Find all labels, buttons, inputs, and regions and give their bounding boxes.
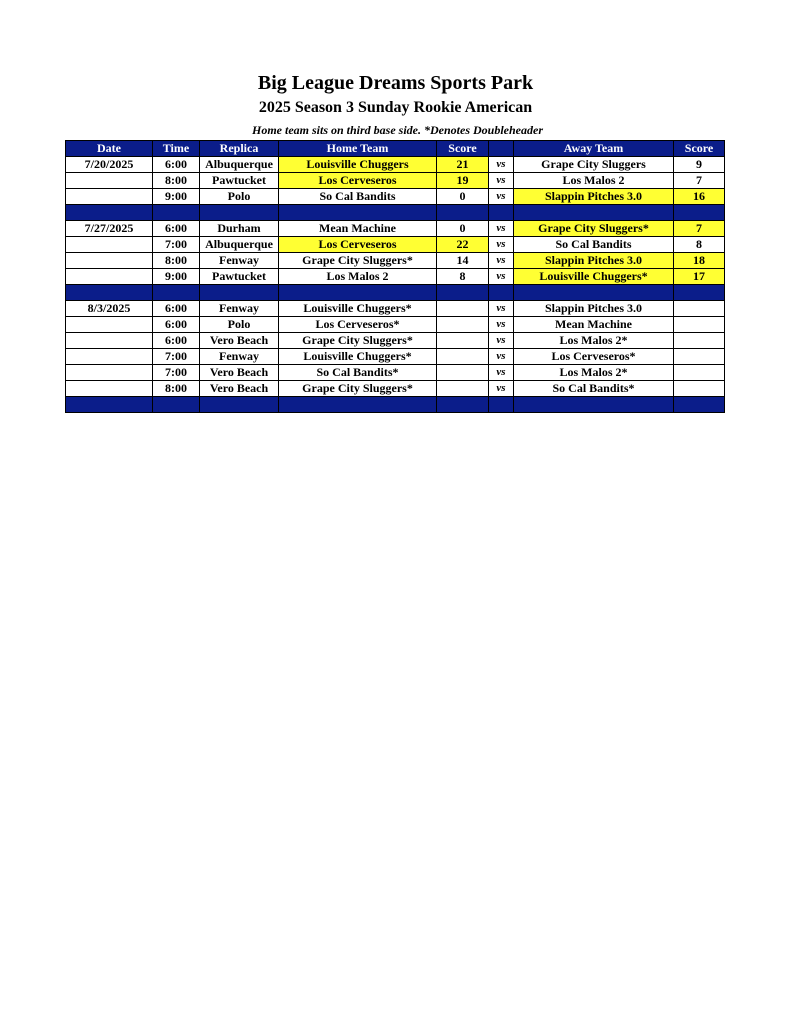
date-cell	[66, 253, 153, 269]
replica-cell: Fenway	[200, 253, 279, 269]
week-separator-row	[66, 285, 725, 301]
away-score-cell	[674, 301, 725, 317]
separator-cell	[437, 397, 489, 413]
away-score-cell: 8	[674, 237, 725, 253]
separator-cell	[514, 397, 674, 413]
replica-cell: Pawtucket	[200, 173, 279, 189]
game-row	[66, 365, 725, 381]
home-team-cell: Los Malos 2	[279, 269, 437, 285]
away-team-cell: Grape City Sluggers*	[514, 221, 674, 237]
date-cell	[66, 349, 153, 365]
away-score-cell: 7	[674, 221, 725, 237]
away-team-cell: Los Cerveseros*	[514, 349, 674, 365]
home-team-cell: Grape City Sluggers*	[279, 381, 437, 397]
page-subtitle: 2025 Season 3 Sunday Rookie American	[258, 99, 533, 116]
home-score-header: Score	[437, 141, 489, 157]
game-row	[66, 269, 725, 285]
date-cell	[66, 237, 153, 253]
date-cell: 7/20/2025	[66, 157, 153, 173]
home-team-cell: Los Cerveseros	[279, 237, 437, 253]
time-cell: 6:00	[153, 301, 200, 317]
replica-cell: Polo	[200, 317, 279, 333]
date-cell: 8/3/2025	[66, 301, 153, 317]
replica-header: Replica	[200, 141, 279, 157]
separator-cell	[200, 205, 279, 221]
away-team-cell: Los Malos 2	[514, 173, 674, 189]
separator-cell	[514, 285, 674, 301]
time-cell: 6:00	[153, 157, 200, 173]
away-score-cell: 16	[674, 189, 725, 205]
home-score-cell: 0	[437, 221, 489, 237]
date-cell	[66, 189, 153, 205]
time-cell: 8:00	[153, 173, 200, 189]
away-team-header: Away Team	[514, 141, 674, 157]
vs-cell: vs	[489, 301, 514, 317]
time-cell: 6:00	[153, 333, 200, 349]
separator-cell	[489, 397, 514, 413]
separator-cell	[66, 397, 153, 413]
home-score-cell: 0	[437, 189, 489, 205]
home-score-cell: 21	[437, 157, 489, 173]
away-score-cell	[674, 317, 725, 333]
replica-cell: Fenway	[200, 349, 279, 365]
home-team-cell: Mean Machine	[279, 221, 437, 237]
vs-cell: vs	[489, 189, 514, 205]
replica-cell: Pawtucket	[200, 269, 279, 285]
time-cell: 6:00	[153, 221, 200, 237]
date-cell	[66, 317, 153, 333]
separator-cell	[674, 205, 725, 221]
game-row	[66, 189, 725, 205]
separator-cell	[153, 397, 200, 413]
home-team-cell: Louisville Chuggers*	[279, 349, 437, 365]
separator-cell	[66, 285, 153, 301]
separator-cell	[200, 397, 279, 413]
home-team-cell: Louisville Chuggers*	[279, 301, 437, 317]
date-cell	[66, 333, 153, 349]
separator-cell	[674, 285, 725, 301]
vs-cell: vs	[489, 381, 514, 397]
away-team-cell: Grape City Sluggers	[514, 157, 674, 173]
separator-cell	[489, 205, 514, 221]
replica-cell: Vero Beach	[200, 333, 279, 349]
time-cell: 9:00	[153, 189, 200, 205]
home-team-cell: Los Cerveseros	[279, 173, 437, 189]
vs-header	[489, 141, 514, 157]
replica-cell: Polo	[200, 189, 279, 205]
home-score-cell: 14	[437, 253, 489, 269]
away-score-cell	[674, 381, 725, 397]
schedule-body	[66, 157, 725, 413]
separator-cell	[279, 397, 437, 413]
separator-cell	[200, 285, 279, 301]
home-score-cell	[437, 301, 489, 317]
game-row	[66, 301, 725, 317]
home-score-cell	[437, 317, 489, 333]
home-score-cell: 19	[437, 173, 489, 189]
game-row	[66, 237, 725, 253]
date-cell: 7/27/2025	[66, 221, 153, 237]
vs-cell: vs	[489, 237, 514, 253]
away-team-cell: So Cal Bandits*	[514, 381, 674, 397]
home-team-cell: Grape City Sluggers*	[279, 253, 437, 269]
header-row	[66, 141, 725, 157]
separator-cell	[279, 285, 437, 301]
away-team-cell: Slappin Pitches 3.0	[514, 253, 674, 269]
away-score-header: Score	[674, 141, 725, 157]
away-score-cell	[674, 349, 725, 365]
time-cell: 7:00	[153, 365, 200, 381]
date-cell	[66, 269, 153, 285]
replica-cell: Vero Beach	[200, 365, 279, 381]
home-score-cell: 8	[437, 269, 489, 285]
away-team-cell: So Cal Bandits	[514, 237, 674, 253]
separator-cell	[437, 285, 489, 301]
separator-cell	[153, 205, 200, 221]
time-cell: 6:00	[153, 317, 200, 333]
away-team-cell: Slappin Pitches 3.0	[514, 301, 674, 317]
home-team-cell: Louisville Chuggers	[279, 157, 437, 173]
time-cell: 7:00	[153, 237, 200, 253]
away-team-cell: Louisville Chuggers*	[514, 269, 674, 285]
time-cell: 8:00	[153, 381, 200, 397]
time-cell: 9:00	[153, 269, 200, 285]
game-row	[66, 221, 725, 237]
vs-cell: vs	[489, 221, 514, 237]
date-cell	[66, 173, 153, 189]
replica-cell: Fenway	[200, 301, 279, 317]
away-team-cell: Slappin Pitches 3.0	[514, 189, 674, 205]
home-score-cell: 22	[437, 237, 489, 253]
home-score-cell	[437, 333, 489, 349]
away-score-cell: 9	[674, 157, 725, 173]
home-score-cell	[437, 349, 489, 365]
vs-cell: vs	[489, 317, 514, 333]
home-team-header: Home Team	[279, 141, 437, 157]
game-row	[66, 157, 725, 173]
separator-cell	[66, 205, 153, 221]
date-header: Date	[66, 141, 153, 157]
replica-cell: Vero Beach	[200, 381, 279, 397]
home-team-cell: So Cal Bandits*	[279, 365, 437, 381]
replica-cell: Albuquerque	[200, 237, 279, 253]
away-score-cell	[674, 365, 725, 381]
away-score-cell	[674, 333, 725, 349]
time-header: Time	[153, 141, 200, 157]
separator-cell	[437, 205, 489, 221]
vs-cell: vs	[489, 269, 514, 285]
away-team-cell: Mean Machine	[514, 317, 674, 333]
date-cell	[66, 381, 153, 397]
separator-cell	[674, 397, 725, 413]
separator-cell	[153, 285, 200, 301]
game-row	[66, 253, 725, 269]
schedule-note: Home team sits on third base side. *Denotes Doubleheader	[252, 123, 543, 137]
game-row	[66, 333, 725, 349]
time-cell: 8:00	[153, 253, 200, 269]
home-team-cell: So Cal Bandits	[279, 189, 437, 205]
page-title: Big League Dreams Sports Park	[257, 72, 534, 94]
vs-cell: vs	[489, 173, 514, 189]
replica-cell: Albuquerque	[200, 157, 279, 173]
week-separator-row	[66, 205, 725, 221]
vs-cell: vs	[489, 349, 514, 365]
away-score-cell: 7	[674, 173, 725, 189]
vs-cell: vs	[489, 157, 514, 173]
schedule-table	[65, 140, 725, 413]
week-separator-row	[66, 397, 725, 413]
separator-cell	[279, 205, 437, 221]
vs-cell: vs	[489, 333, 514, 349]
away-team-cell: Los Malos 2*	[514, 365, 674, 381]
date-cell	[66, 365, 153, 381]
home-team-cell: Grape City Sluggers*	[279, 333, 437, 349]
game-row	[66, 381, 725, 397]
separator-cell	[489, 285, 514, 301]
separator-cell	[514, 205, 674, 221]
home-score-cell	[437, 381, 489, 397]
away-score-cell: 18	[674, 253, 725, 269]
vs-cell: vs	[489, 253, 514, 269]
game-row	[66, 317, 725, 333]
game-row	[66, 349, 725, 365]
game-row	[66, 173, 725, 189]
time-cell: 7:00	[153, 349, 200, 365]
replica-cell: Durham	[200, 221, 279, 237]
away-team-cell: Los Malos 2*	[514, 333, 674, 349]
home-team-cell: Los Cerveseros*	[279, 317, 437, 333]
away-score-cell: 17	[674, 269, 725, 285]
home-score-cell	[437, 365, 489, 381]
vs-cell: vs	[489, 365, 514, 381]
